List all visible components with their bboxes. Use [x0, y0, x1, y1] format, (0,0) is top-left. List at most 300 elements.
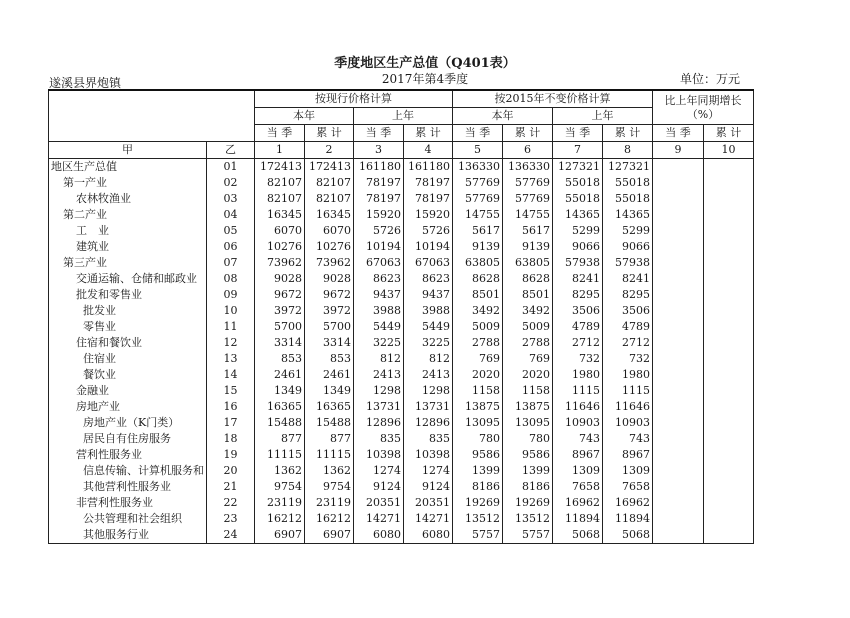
- table-row: [49, 447, 754, 463]
- row-growth: [704, 415, 754, 431]
- row-value: 16962: [603, 495, 653, 511]
- row-code: 22: [207, 495, 255, 511]
- header-this-year: 本年: [255, 108, 354, 125]
- row-value: 78197: [404, 175, 453, 191]
- row-value: 136330: [453, 159, 503, 176]
- row-growth: [653, 335, 704, 351]
- row-growth: [653, 159, 704, 176]
- table-row: [49, 399, 754, 415]
- row-code: 14: [207, 367, 255, 383]
- row-value: 3506: [603, 303, 653, 319]
- header-col-number: 4: [404, 142, 453, 159]
- row-growth: [653, 463, 704, 479]
- row-value: 12896: [354, 415, 404, 431]
- row-value: 5299: [553, 223, 603, 239]
- row-code: 03: [207, 191, 255, 207]
- row-value: 10398: [354, 447, 404, 463]
- row-growth: [704, 431, 754, 447]
- row-growth: [704, 495, 754, 511]
- row-code: 04: [207, 207, 255, 223]
- row-value: 6080: [404, 527, 453, 544]
- row-growth: [653, 239, 704, 255]
- row-value: 780: [453, 431, 503, 447]
- row-value: 20351: [404, 495, 453, 511]
- row-growth: [653, 271, 704, 287]
- row-value: 16365: [255, 399, 305, 415]
- row-value: 4789: [553, 319, 603, 335]
- row-value: 5299: [603, 223, 653, 239]
- row-value: 2461: [255, 367, 305, 383]
- row-code: 12: [207, 335, 255, 351]
- row-growth: [653, 383, 704, 399]
- row-name: 第三产业: [49, 255, 207, 271]
- header-col-number: 9: [653, 142, 704, 159]
- row-value: 23119: [305, 495, 354, 511]
- header-col-number: 5: [453, 142, 503, 159]
- row-value: 1309: [553, 463, 603, 479]
- row-value: 13095: [503, 415, 553, 431]
- row-growth: [704, 383, 754, 399]
- row-growth: [704, 399, 754, 415]
- table-row: [49, 319, 754, 335]
- table-row: [49, 383, 754, 399]
- table-row: [49, 431, 754, 447]
- row-value: 9028: [305, 271, 354, 287]
- row-value: 3492: [453, 303, 503, 319]
- row-name: 批发和零售业: [49, 287, 207, 303]
- row-value: 11894: [603, 511, 653, 527]
- row-value: 63805: [503, 255, 553, 271]
- row-growth: [704, 271, 754, 287]
- row-value: 16962: [553, 495, 603, 511]
- row-growth: [704, 479, 754, 495]
- row-value: 812: [354, 351, 404, 367]
- header-quarter: 当 季: [255, 125, 305, 142]
- row-growth: [653, 399, 704, 415]
- row-value: 812: [404, 351, 453, 367]
- row-value: 78197: [354, 175, 404, 191]
- row-value: 1298: [404, 383, 453, 399]
- row-value: 1115: [553, 383, 603, 399]
- row-code: 06: [207, 239, 255, 255]
- row-growth: [704, 287, 754, 303]
- row-value: 19269: [453, 495, 503, 511]
- header-last-year: 上年: [354, 108, 453, 125]
- row-value: 11646: [553, 399, 603, 415]
- row-growth: [653, 351, 704, 367]
- row-value: 1980: [603, 367, 653, 383]
- row-value: 14755: [453, 207, 503, 223]
- row-name: 营利性服务业: [49, 447, 207, 463]
- row-value: 16365: [305, 399, 354, 415]
- row-growth: [704, 447, 754, 463]
- row-value: 172413: [255, 159, 305, 176]
- row-growth: [704, 463, 754, 479]
- row-value: 7658: [553, 479, 603, 495]
- row-value: 1274: [404, 463, 453, 479]
- header-current-price: 按现行价格计算: [255, 90, 453, 108]
- row-value: 1349: [255, 383, 305, 399]
- row-value: 3506: [553, 303, 603, 319]
- row-value: 8186: [503, 479, 553, 495]
- row-name: 第一产业: [49, 175, 207, 191]
- row-value: 11115: [255, 447, 305, 463]
- row-name: 工 业: [49, 223, 207, 239]
- row-code: 24: [207, 527, 255, 544]
- row-growth: [704, 303, 754, 319]
- row-value: 11115: [305, 447, 354, 463]
- row-growth: [704, 511, 754, 527]
- row-code: 15: [207, 383, 255, 399]
- row-value: 10194: [404, 239, 453, 255]
- row-value: 877: [305, 431, 354, 447]
- table-row: [49, 367, 754, 383]
- row-value: 8241: [603, 271, 653, 287]
- row-value: 5726: [354, 223, 404, 239]
- table-row: [49, 527, 754, 544]
- row-value: 3225: [354, 335, 404, 351]
- row-value: 57769: [503, 191, 553, 207]
- row-name: 其他营利性服务业: [49, 479, 207, 495]
- row-value: 5068: [603, 527, 653, 544]
- row-value: 9124: [404, 479, 453, 495]
- row-value: 9754: [305, 479, 354, 495]
- row-value: 780: [503, 431, 553, 447]
- row-value: 1399: [503, 463, 553, 479]
- row-value: 3988: [354, 303, 404, 319]
- row-value: 161180: [404, 159, 453, 176]
- row-value: 2461: [305, 367, 354, 383]
- row-value: 9437: [404, 287, 453, 303]
- row-value: 1980: [553, 367, 603, 383]
- row-value: 6080: [354, 527, 404, 544]
- row-growth: [704, 239, 754, 255]
- header-last-year: 上年: [553, 108, 653, 125]
- row-value: 57938: [553, 255, 603, 271]
- row-value: 877: [255, 431, 305, 447]
- row-growth: [704, 335, 754, 351]
- table-row: [49, 511, 754, 527]
- row-growth: [704, 191, 754, 207]
- row-name: 住宿业: [49, 351, 207, 367]
- row-value: 13095: [453, 415, 503, 431]
- header-col-name: 甲: [49, 142, 207, 159]
- row-value: 9139: [503, 239, 553, 255]
- table-row: [49, 415, 754, 431]
- row-name: 房地产业: [49, 399, 207, 415]
- table-row: [49, 271, 754, 287]
- row-growth: [653, 255, 704, 271]
- row-growth: [653, 511, 704, 527]
- row-growth: [653, 415, 704, 431]
- row-value: 9586: [503, 447, 553, 463]
- row-value: 13875: [453, 399, 503, 415]
- report-title: 季度地区生产总值（Q401表）: [334, 56, 516, 71]
- row-code: 09: [207, 287, 255, 303]
- table-row: [49, 223, 754, 239]
- row-value: 5700: [305, 319, 354, 335]
- row-value: 5009: [453, 319, 503, 335]
- row-value: 13731: [404, 399, 453, 415]
- row-value: 57769: [453, 175, 503, 191]
- row-value: 14755: [503, 207, 553, 223]
- row-name: 公共管理和社会组织: [49, 511, 207, 527]
- table-row: [49, 191, 754, 207]
- table-row: [49, 463, 754, 479]
- row-value: 9139: [453, 239, 503, 255]
- row-value: 8241: [553, 271, 603, 287]
- row-value: 769: [453, 351, 503, 367]
- row-name: 零售业: [49, 319, 207, 335]
- row-name: 餐饮业: [49, 367, 207, 383]
- header-quarter: 当 季: [453, 125, 503, 142]
- row-code: 17: [207, 415, 255, 431]
- header-growth: 比上年同期增长（%）: [653, 90, 754, 125]
- row-value: 5617: [503, 223, 553, 239]
- row-value: 6907: [305, 527, 354, 544]
- row-growth: [704, 175, 754, 191]
- row-value: 5449: [404, 319, 453, 335]
- row-value: 8623: [354, 271, 404, 287]
- row-growth: [704, 255, 754, 271]
- row-value: 10903: [603, 415, 653, 431]
- row-value: 5009: [503, 319, 553, 335]
- row-value: 19269: [503, 495, 553, 511]
- row-value: 1158: [453, 383, 503, 399]
- row-value: 1115: [603, 383, 653, 399]
- row-growth: [704, 351, 754, 367]
- row-value: 15488: [255, 415, 305, 431]
- row-growth: [704, 319, 754, 335]
- row-value: 82107: [305, 175, 354, 191]
- header-cumulative: 累 计: [503, 125, 553, 142]
- header-col-number: 10: [704, 142, 754, 159]
- row-value: 743: [603, 431, 653, 447]
- row-value: 127321: [603, 159, 653, 176]
- row-value: 9586: [453, 447, 503, 463]
- row-name: 地区生产总值: [49, 159, 207, 176]
- row-value: 16345: [255, 207, 305, 223]
- row-value: 732: [553, 351, 603, 367]
- row-value: 2020: [453, 367, 503, 383]
- row-growth: [704, 159, 754, 176]
- row-name: 其他服务行业: [49, 527, 207, 544]
- table-body: [49, 159, 754, 544]
- row-value: 10903: [553, 415, 603, 431]
- row-value: 6907: [255, 527, 305, 544]
- row-growth: [653, 479, 704, 495]
- row-value: 732: [603, 351, 653, 367]
- row-value: 4789: [603, 319, 653, 335]
- row-name: 第二产业: [49, 207, 207, 223]
- row-growth: [704, 527, 754, 544]
- row-value: 5757: [453, 527, 503, 544]
- row-value: 16212: [305, 511, 354, 527]
- row-value: 57769: [503, 175, 553, 191]
- row-name: 房地产业（K门类）: [49, 415, 207, 431]
- row-value: 6070: [305, 223, 354, 239]
- row-value: 16212: [255, 511, 305, 527]
- header-col-number: 7: [553, 142, 603, 159]
- row-value: 5726: [404, 223, 453, 239]
- row-code: 05: [207, 223, 255, 239]
- row-value: 2020: [503, 367, 553, 383]
- unit-label: 单位：万元: [680, 72, 741, 86]
- row-code: 01: [207, 159, 255, 176]
- row-growth: [653, 319, 704, 335]
- row-value: 835: [404, 431, 453, 447]
- row-value: 9437: [354, 287, 404, 303]
- row-name: 非营利性服务业: [49, 495, 207, 511]
- row-code: 08: [207, 271, 255, 287]
- row-value: 13875: [503, 399, 553, 415]
- row-growth: [653, 431, 704, 447]
- row-value: 1362: [305, 463, 354, 479]
- table-row: [49, 287, 754, 303]
- row-value: 15488: [305, 415, 354, 431]
- header-col-number: 2: [305, 142, 354, 159]
- row-value: 10194: [354, 239, 404, 255]
- row-value: 1349: [305, 383, 354, 399]
- header-col-number: 3: [354, 142, 404, 159]
- row-value: 14271: [404, 511, 453, 527]
- row-code: 10: [207, 303, 255, 319]
- row-growth: [704, 367, 754, 383]
- row-value: 9754: [255, 479, 305, 495]
- row-growth: [653, 527, 704, 544]
- row-value: 67063: [354, 255, 404, 271]
- row-value: 12896: [404, 415, 453, 431]
- table-row: [49, 207, 754, 223]
- row-value: 8501: [453, 287, 503, 303]
- table-row: [49, 255, 754, 271]
- row-growth: [653, 303, 704, 319]
- row-growth: [653, 447, 704, 463]
- row-value: 3225: [404, 335, 453, 351]
- row-value: 1298: [354, 383, 404, 399]
- header-quarter: 当 季: [354, 125, 404, 142]
- row-value: 3972: [255, 303, 305, 319]
- row-value: 127321: [553, 159, 603, 176]
- row-name: 居民自有住房服务: [49, 431, 207, 447]
- row-value: 5068: [553, 527, 603, 544]
- table-row: [49, 303, 754, 319]
- row-value: 55018: [603, 175, 653, 191]
- gdp-table: [48, 89, 754, 544]
- row-value: 769: [503, 351, 553, 367]
- row-value: 8186: [453, 479, 503, 495]
- row-growth: [653, 207, 704, 223]
- row-value: 16345: [305, 207, 354, 223]
- row-value: 1158: [503, 383, 553, 399]
- row-name: 交通运输、仓储和邮政业: [49, 271, 207, 287]
- row-value: 5700: [255, 319, 305, 335]
- row-value: 9066: [553, 239, 603, 255]
- header-constant-price: 按2015年不变价格计算: [453, 90, 653, 108]
- row-code: 19: [207, 447, 255, 463]
- row-value: 23119: [255, 495, 305, 511]
- row-value: 2413: [404, 367, 453, 383]
- row-value: 10276: [255, 239, 305, 255]
- row-name: 建筑业: [49, 239, 207, 255]
- row-value: 3988: [404, 303, 453, 319]
- header-this-year: 本年: [453, 108, 553, 125]
- row-value: 82107: [255, 191, 305, 207]
- row-value: 161180: [354, 159, 404, 176]
- row-name: 批发业: [49, 303, 207, 319]
- row-value: 9124: [354, 479, 404, 495]
- row-value: 1399: [453, 463, 503, 479]
- row-value: 8628: [503, 271, 553, 287]
- row-value: 11894: [553, 511, 603, 527]
- row-name: 农林牧渔业: [49, 191, 207, 207]
- row-value: 2788: [453, 335, 503, 351]
- row-growth: [653, 175, 704, 191]
- row-value: 1309: [603, 463, 653, 479]
- row-value: 55018: [603, 191, 653, 207]
- row-value: 11646: [603, 399, 653, 415]
- row-code: 07: [207, 255, 255, 271]
- row-value: 78197: [404, 191, 453, 207]
- row-code: 02: [207, 175, 255, 191]
- row-value: 57938: [603, 255, 653, 271]
- row-value: 78197: [354, 191, 404, 207]
- row-value: 14365: [603, 207, 653, 223]
- row-value: 10398: [404, 447, 453, 463]
- row-value: 7658: [603, 479, 653, 495]
- row-value: 3314: [255, 335, 305, 351]
- report-period: 2017年第4季度: [381, 72, 469, 86]
- row-value: 5449: [354, 319, 404, 335]
- row-value: 8967: [603, 447, 653, 463]
- row-value: 82107: [255, 175, 305, 191]
- row-value: 2712: [603, 335, 653, 351]
- row-value: 82107: [305, 191, 354, 207]
- row-value: 8295: [603, 287, 653, 303]
- table-row: [49, 479, 754, 495]
- header-col-number: 1: [255, 142, 305, 159]
- row-value: 2413: [354, 367, 404, 383]
- row-value: 57769: [453, 191, 503, 207]
- row-value: 9672: [305, 287, 354, 303]
- table-row: [49, 159, 754, 176]
- header-cumulative: 累 计: [305, 125, 354, 142]
- row-value: 172413: [305, 159, 354, 176]
- row-value: 8623: [404, 271, 453, 287]
- row-name: 金融业: [49, 383, 207, 399]
- table-row: [49, 351, 754, 367]
- row-value: 13512: [503, 511, 553, 527]
- row-code: 11: [207, 319, 255, 335]
- row-value: 6070: [255, 223, 305, 239]
- row-value: 15920: [354, 207, 404, 223]
- row-growth: [653, 223, 704, 239]
- header-col-number: 8: [603, 142, 653, 159]
- row-growth: [704, 223, 754, 239]
- row-growth: [653, 367, 704, 383]
- row-value: 15920: [404, 207, 453, 223]
- row-growth: [653, 287, 704, 303]
- row-value: 55018: [553, 175, 603, 191]
- row-value: 1362: [255, 463, 305, 479]
- row-value: 8501: [503, 287, 553, 303]
- header-cumulative: 累 计: [704, 125, 754, 142]
- row-value: 5757: [503, 527, 553, 544]
- header-col-number: 6: [503, 142, 553, 159]
- table-row: [49, 239, 754, 255]
- table-row: [49, 335, 754, 351]
- header-blank: [49, 90, 255, 142]
